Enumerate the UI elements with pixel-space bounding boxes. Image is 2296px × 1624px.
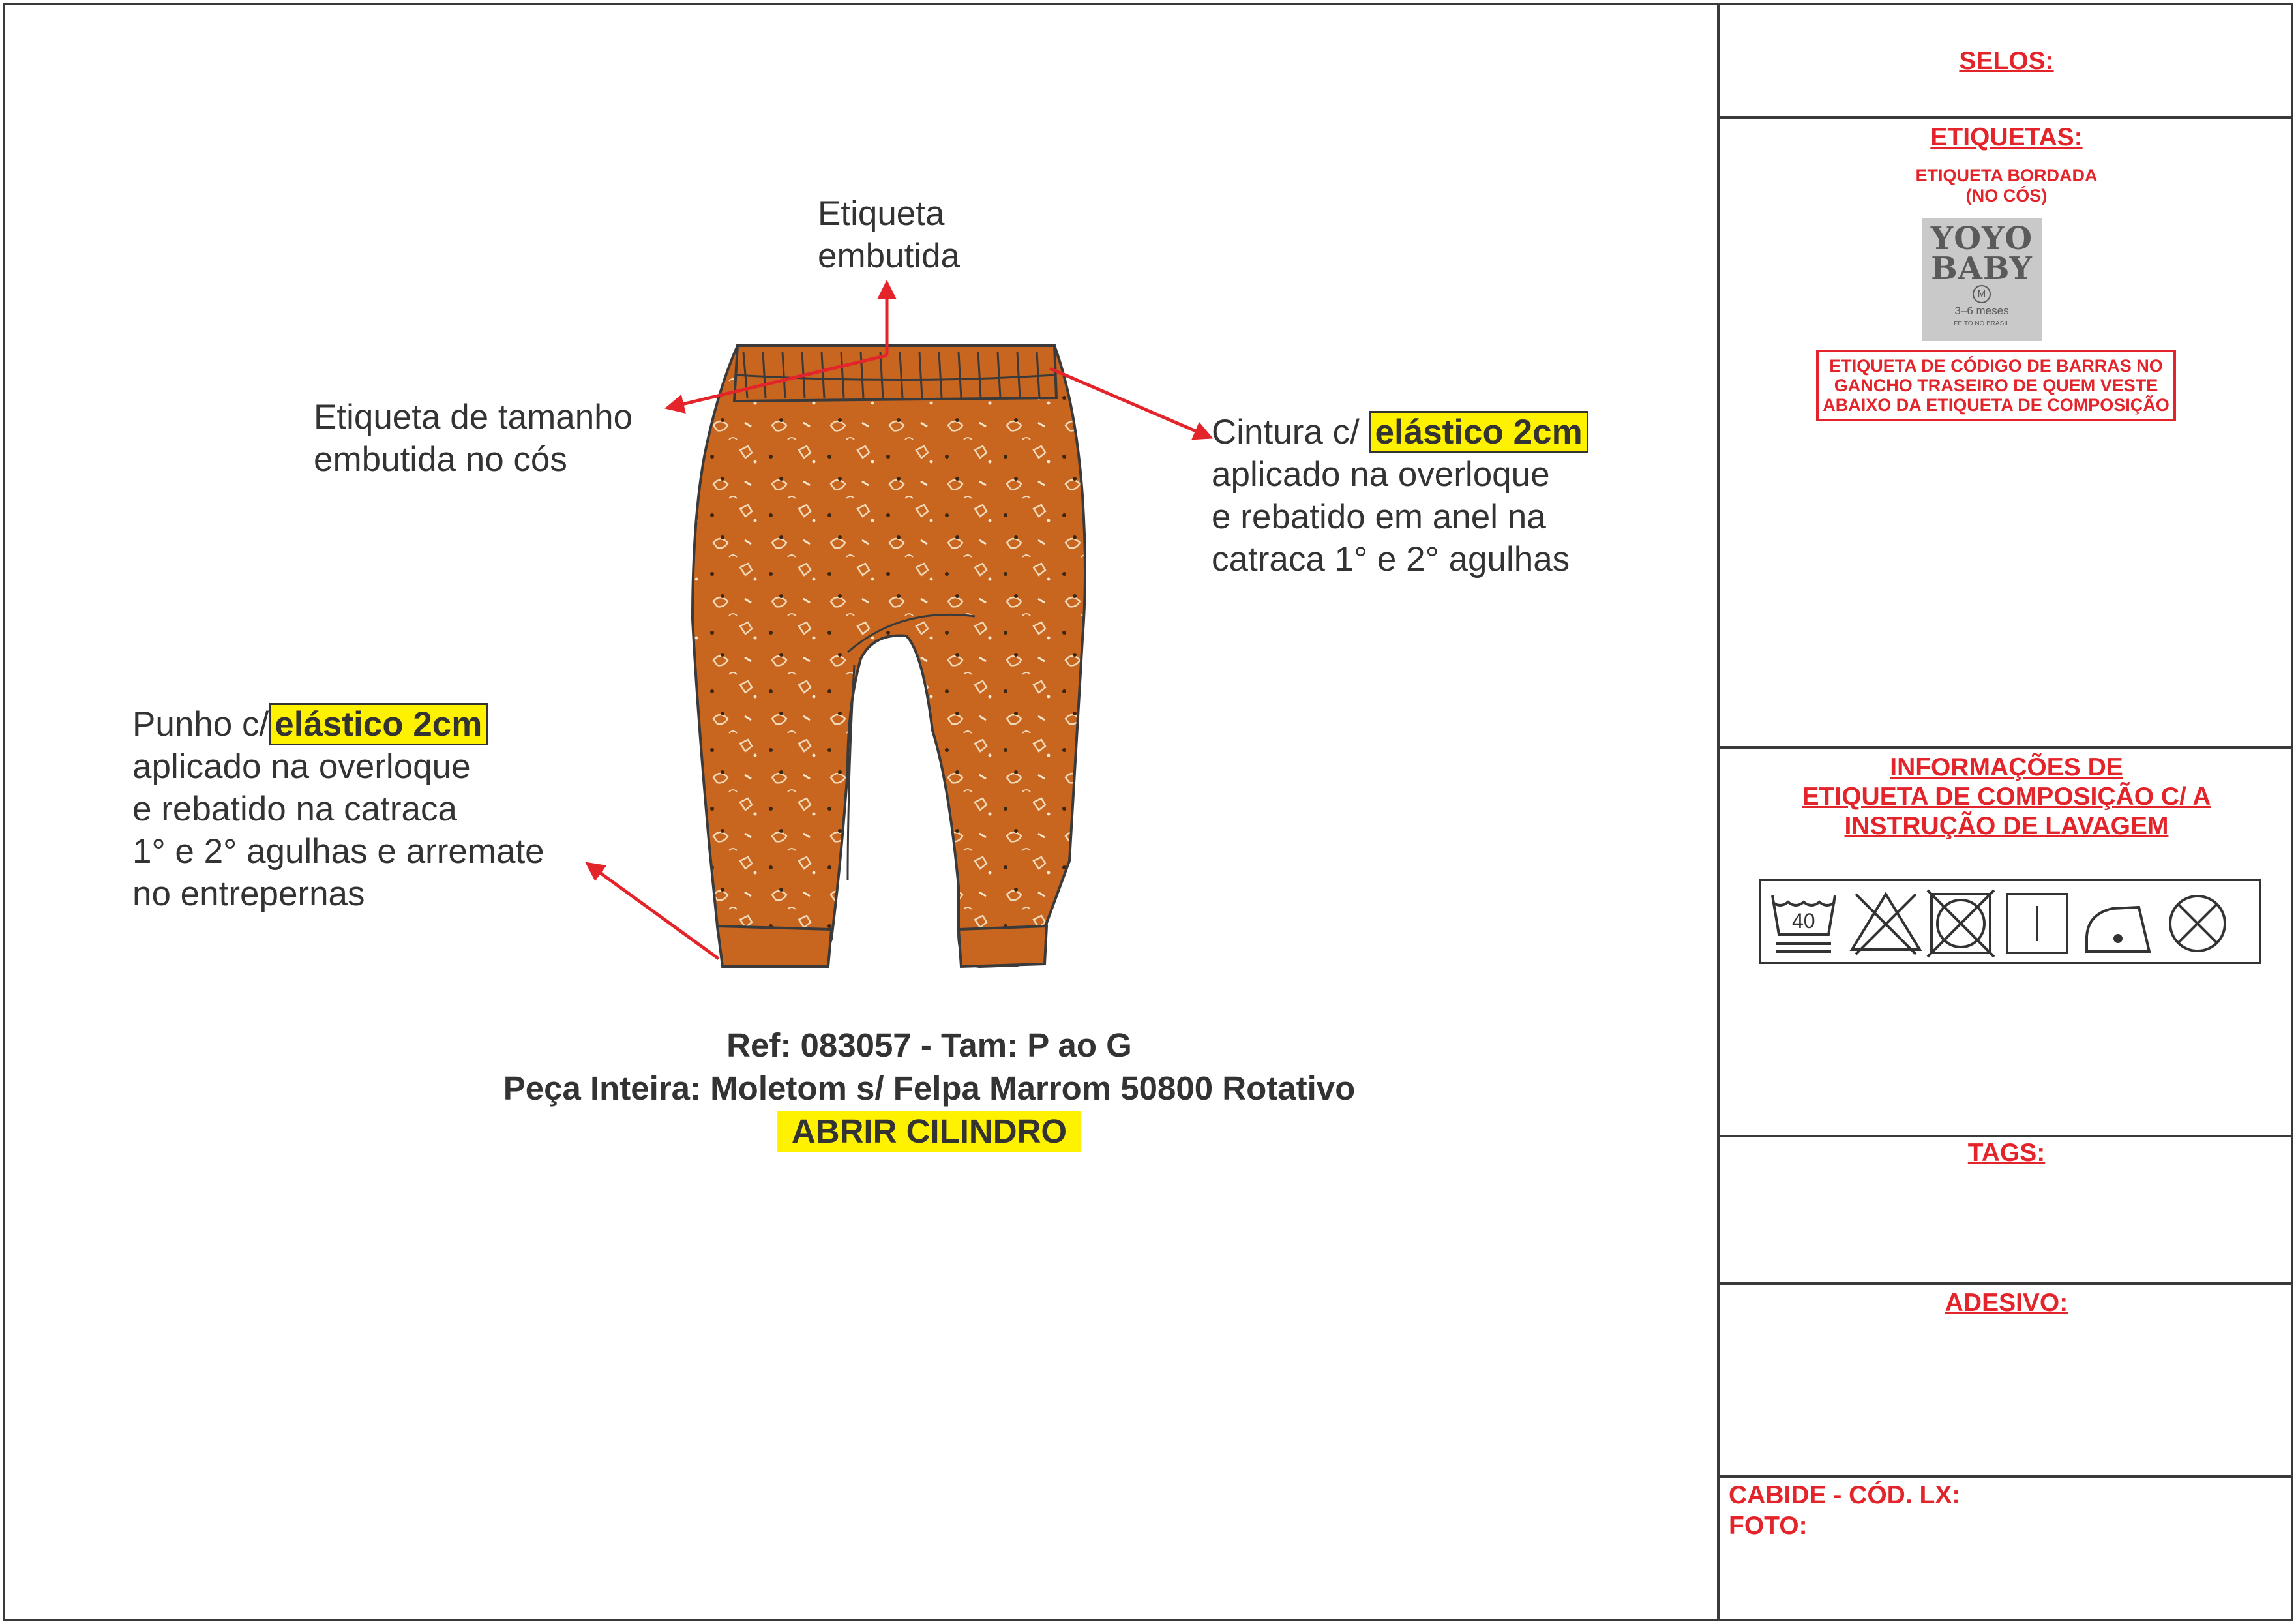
barcode-note-line: GANCHO TRASEIRO DE QUEM VESTE: [1834, 376, 2158, 395]
annotation-line: no entrepernas: [132, 875, 365, 913]
divider: [1720, 1282, 2293, 1285]
foto-label: FOTO:: [1729, 1512, 1808, 1540]
selos-title: SELOS:: [1959, 47, 2054, 75]
no-cos-text: (NO CÓS): [1965, 186, 2048, 205]
label-brand-line: YOYO: [1930, 220, 2033, 257]
no-bleach-icon: [1852, 894, 1920, 954]
barcode-note-box: [1816, 350, 2176, 421]
no-dry-clean-icon: [2170, 896, 2225, 951]
annotation-line: catraca 1° e 2° agulhas: [1212, 540, 1570, 579]
no-tumble-dry-icon: [1928, 890, 1994, 957]
barcode-note-line: ABAIXO DA ETIQUETA DE COMPOSIÇÃO: [1823, 395, 2169, 415]
label-brand-line: BABY: [1931, 250, 2033, 287]
line-dry-icon: [2007, 894, 2067, 953]
barcode-note-line: ETIQUETA DE CÓDIGO DE BARRAS NO: [1829, 356, 2163, 376]
care-symbols-box: [1759, 879, 2261, 964]
ref-line: Ref: 083057 - Tam: P ao G: [726, 1027, 1132, 1064]
divider: [1720, 1135, 2293, 1137]
wash-temp: 40: [1792, 909, 1815, 933]
annotation-prefix: Cintura c/: [1212, 413, 1369, 451]
annotation-punho: [132, 703, 544, 915]
annotation-etiqueta-tamanho: [314, 396, 633, 481]
embroidered-label-image: [1922, 218, 2042, 341]
tags-title: TAGS:: [1967, 1139, 2046, 1167]
composicao-title: [1720, 753, 2293, 841]
annotation-line: [1212, 411, 1588, 453]
annotation-line: Etiqueta: [818, 194, 945, 233]
annotation-line: aplicado na overloque: [132, 747, 471, 786]
spec-column: [1717, 3, 2293, 1621]
annotation-line: Etiqueta de tamanho: [314, 398, 633, 436]
composicao-title-line: ETIQUETA DE COMPOSIÇÃO C/ A: [1802, 783, 2211, 811]
divider: [1720, 1475, 2293, 1478]
cabide-foto: [1729, 1480, 1960, 1541]
annotation-line: 1° e 2° agulhas e arremate: [132, 832, 544, 871]
annotation-line: aplicado na overloque: [1212, 455, 1550, 494]
care-symbols: [1761, 881, 2263, 966]
iron-low-icon: [2087, 907, 2149, 952]
label-size: M: [1973, 285, 1991, 303]
label-months: 3–6 meses: [1954, 305, 2009, 317]
annotation-line: embutida: [818, 237, 961, 275]
annotation-line: e rebatido em anel na: [1212, 498, 1546, 536]
label-made-in: FEITO NO BRASIL: [1954, 320, 2010, 327]
adesivo-title: ADESIVO:: [1945, 1289, 2068, 1317]
annotation-line: embutida no cós: [314, 440, 567, 479]
etiquetas-title: ETIQUETAS:: [1930, 123, 2083, 151]
annotation-line: [132, 703, 544, 745]
composicao-title-line: INSTRUÇÃO DE LAVAGEM: [1844, 812, 2169, 840]
annotation-cintura: [1212, 411, 1588, 580]
note-badge: ABRIR CILINDRO: [777, 1111, 1081, 1152]
divider: [1720, 746, 2293, 749]
highlight-elastic: elástico 2cm: [1369, 411, 1588, 453]
annotation-prefix: Punho c/: [132, 705, 269, 744]
cabide-label: CABIDE - CÓD. LX:: [1729, 1481, 1961, 1509]
annotation-line: e rebatido na catraca: [132, 790, 457, 828]
composicao-title-line: INFORMAÇÕES DE: [1890, 753, 2123, 781]
divider: [1720, 116, 2293, 119]
wash-40-icon: [1772, 895, 1835, 952]
product-reference: [326, 1024, 1532, 1153]
fabric-line: Peça Inteira: Moletom s/ Felpa Marrom 50800 Rotativo: [503, 1070, 1356, 1107]
annotation-etiqueta-embutida: [818, 192, 960, 277]
etiqueta-bordada-text: ETIQUETA BORDADA: [1915, 166, 2098, 185]
highlight-elastic: elástico 2cm: [269, 703, 488, 745]
